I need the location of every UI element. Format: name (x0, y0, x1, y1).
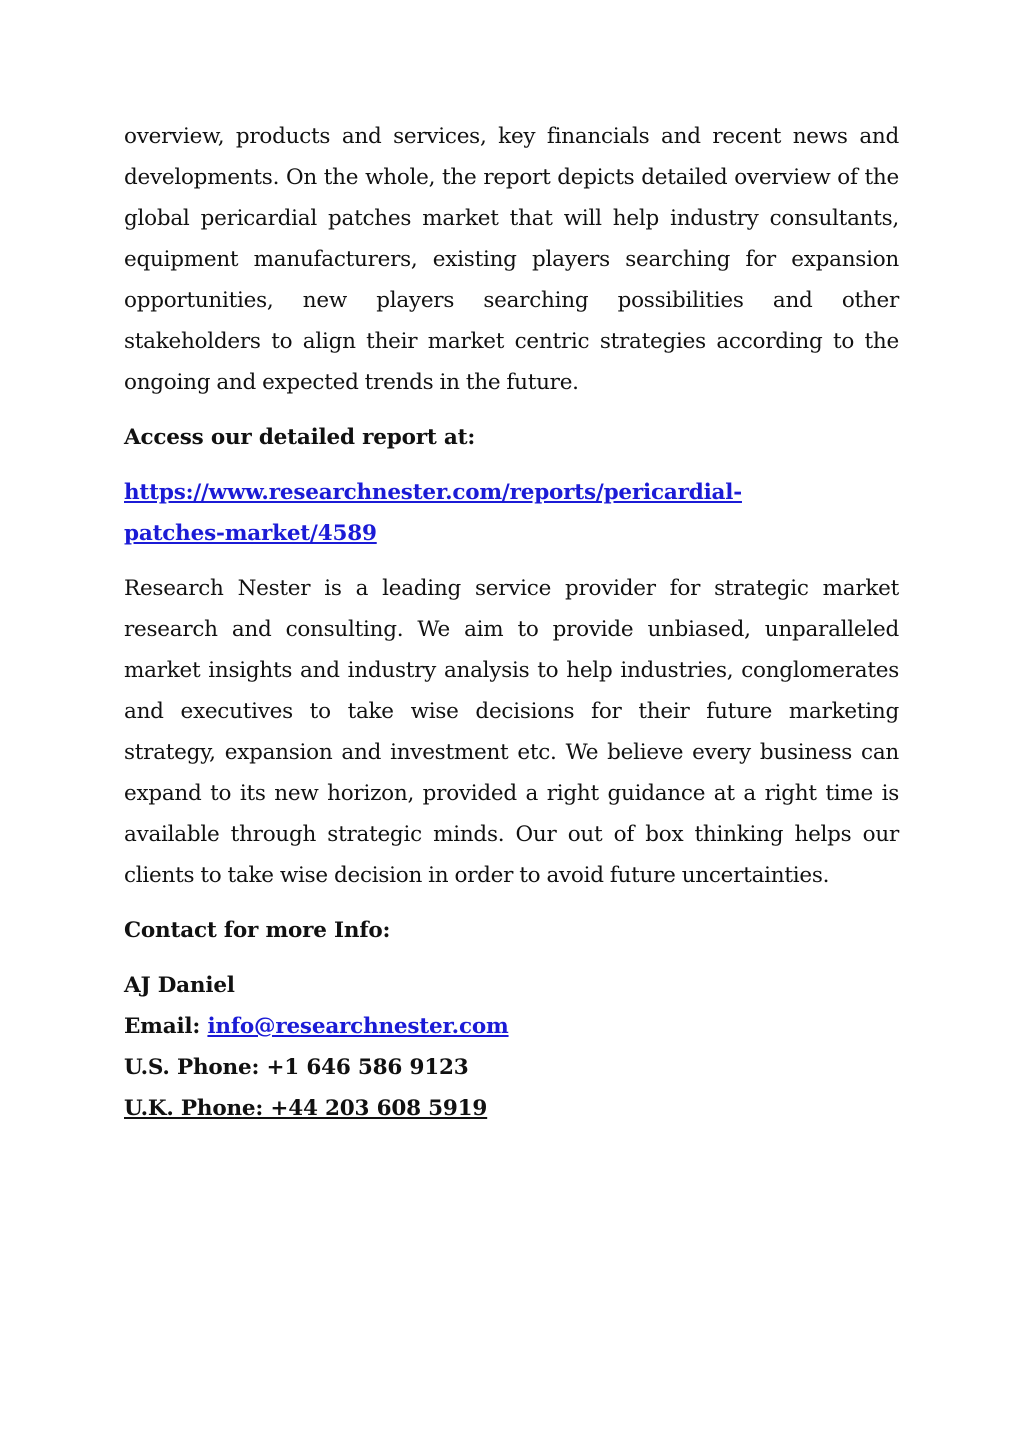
report-link-line-1: https://www.researchnester.com/reports/pericardial- (124, 480, 742, 505)
intro-paragraph: overview, products and services, key financials and recent news and developments. On the whole, the report depicts detailed overview of the global pericardial patches market that will help industry consultants, equipment manufacturers, existing players searching for expansion opportunities, new players searching possibilities and other stakeholders to align their market centric strategies according to the ongoing and expected trends in the future. (124, 124, 899, 395)
document-page (124, 116, 899, 1129)
about-paragraph: Research Nester is a leading service provider for strategic market research and consulting. We aim to provide unbiased, unparalleled market insights and industry analysis to help industries, conglomerates and executives to take wise decisions for their future marketing strategy, expansion and investment etc. We believe every business can expand to its new horizon, provided a right guidance at a right time is available through strategic minds. Our out of box thinking helps our clients to take wise decision in order to avoid future uncertainties. (124, 576, 899, 888)
report-link-line-2: patches-market/4589 (124, 521, 377, 546)
spacer (124, 403, 899, 417)
spacer (124, 554, 899, 568)
uk-phone[interactable]: U.K. Phone: +44 203 608 5919 (124, 1096, 488, 1121)
spacer (124, 951, 899, 965)
contact-name: AJ Daniel (124, 973, 235, 998)
contact-heading: Contact for more Info: (124, 918, 391, 943)
us-phone: U.S. Phone: +1 646 586 9123 (124, 1055, 469, 1080)
email-link[interactable]: info@researchnester.com (207, 1014, 509, 1039)
report-link-block (124, 472, 899, 554)
email-label: Email: (124, 1014, 201, 1039)
spacer (124, 896, 899, 910)
spacer (124, 458, 899, 472)
access-report-heading: Access our detailed report at: (124, 425, 476, 450)
contact-email-line (124, 1006, 899, 1047)
report-link[interactable] (124, 480, 742, 546)
